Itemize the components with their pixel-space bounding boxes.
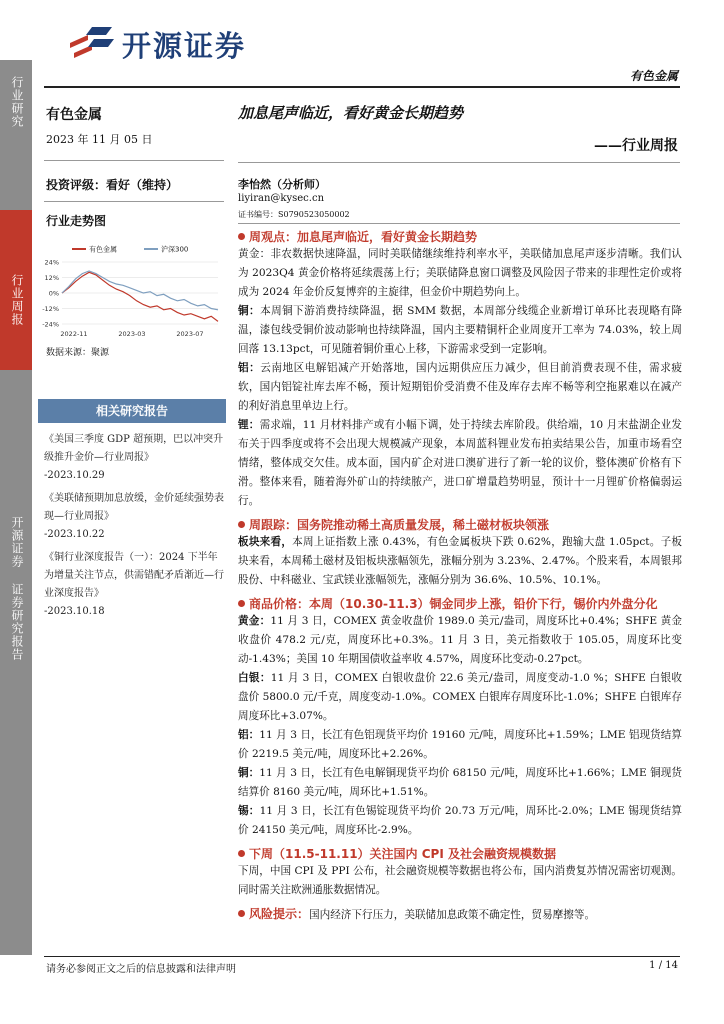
analyst-email[interactable]: liyiran@kysec.cn xyxy=(238,193,325,204)
section-heading: 商品价格：本周（10.30-11.3）铜金同步上涨，铅价下行，锡价内外盘分化 xyxy=(238,595,682,612)
related-report-date: -2023.10.22 xyxy=(44,529,105,540)
report-subtitle: ——行业周报 xyxy=(594,138,678,154)
sidebar-rating: 投资评级：看好（维持） xyxy=(46,178,179,192)
section-tracking xyxy=(238,516,682,590)
bullet-icon xyxy=(238,850,245,857)
left-strip-top xyxy=(0,60,32,210)
paragraph: 板块来看，本周上证指数上涨 0.43%，有色金属板块下跌 0.62%，跑输大盘 1.05pct。子板块来看，本周稀土磁材及铝板块涨幅领先，涨幅分别为 3.23%、2.47%。个股来看，本周银邦股份、中科磁业、宝武镁业涨幅领先，涨幅分别为 36.6%、10.5%、10.1%。 xyxy=(238,536,683,586)
sidebar-rule-1 xyxy=(44,160,224,161)
sidebar-rule-2 xyxy=(44,201,224,202)
series-line-1 xyxy=(62,271,218,310)
footer-disclaimer: 请务必参阅正文之后的信息披露和法律声明 xyxy=(46,964,236,975)
footer-page-number: 1 / 14 xyxy=(649,960,678,971)
left-strip-top-label: 行业研究 xyxy=(10,76,24,128)
section-view xyxy=(238,228,682,511)
paragraph: 铝：云南地区电解铝减产开始落地，国内远期供应压力减少，但目前消费表现不佳，需求疲软，国内铝锭社库去库不畅，预计短期铝价受消费不佳及库存去库不畅等利空拖累难以在减产的利好消息里单边上行。 xyxy=(238,362,683,412)
section-heading: 周跟踪：国务院推动稀土高质量发展，稀土磁材板块领涨 xyxy=(238,516,682,533)
brand-logo-icon xyxy=(66,23,118,61)
related-report-item[interactable] xyxy=(44,490,226,544)
paragraph: 铜：本周铜下游消费持续降温，据 SMM 数据，本周部分线缆企业新增订单环比表现略有降温，漆包线受铜价波动影响也持续降温，国内主要精铜杆企业周度开工率为 74.03%，较上周回落 13.13pct，可见随着铜价重心上移，下游需求受到一定影响。 xyxy=(238,305,683,355)
related-report-title[interactable]: 《美联储预期加息放缓，金价延续强势表现—行业周报》 xyxy=(44,493,224,522)
y-tick-label: -12% xyxy=(42,305,59,313)
paragraph: 黄金：非农数据快速降温，同时美联储继续维持利率水平，美联储加息尾声逐步清晰。我们认为 2023Q4 黄金价格将延续震荡上行；美联储降息窗口调整及风险因子带来的非理性定价或将成为 2024 年金价反复博弈的主旋律，但金价中期趋势向上。 xyxy=(238,248,682,298)
series-line-0 xyxy=(62,272,218,321)
bullet-icon xyxy=(238,521,245,528)
related-reports-title: 相关研究报告 xyxy=(95,404,168,418)
analyst-name: 李怡然（分析师） xyxy=(238,178,326,191)
section-heading: 周观点：加息尾声临近，看好黄金长期趋势 xyxy=(238,228,682,245)
footer-rule xyxy=(44,956,680,957)
section-heading: 下周（11.5-11.11）关注国内 CPI 及社会融资规模数据 xyxy=(238,845,682,862)
x-tick-label: 2022-11 xyxy=(60,330,88,338)
y-tick-label: -24% xyxy=(42,320,59,329)
analyst-rule xyxy=(238,223,680,224)
header-category: 有色金属 xyxy=(629,69,678,83)
related-reports-list xyxy=(44,431,226,621)
legend-label: 有色金属 xyxy=(89,245,117,254)
section-next-week xyxy=(238,845,682,900)
related-report-title[interactable]: 《铜行业深度报告（一）：2024 下半年为增量关注节点，供需错配矛盾渐近—行业深度报告》 xyxy=(44,552,224,599)
header-rule xyxy=(44,86,680,88)
sidebar-date: 2023 年 11 月 05 日 xyxy=(46,133,153,146)
related-report-item[interactable] xyxy=(44,431,226,485)
section-prices xyxy=(238,595,682,840)
trend-chart-title: 行业走势图 xyxy=(46,214,107,228)
section-heading: 风险提示： xyxy=(238,907,309,921)
report-body xyxy=(238,228,682,925)
legend-label: 沪深300 xyxy=(161,245,189,254)
left-strip-bottom xyxy=(0,370,32,955)
title-rule xyxy=(238,162,680,163)
paragraph: 锡：11 月 3 日，长江有色锡锭现货平均价 20.73 万元/吨，周环比-2.0%；LME 锡现货结算价 24150 美元/吨，周度环比-2.9%。 xyxy=(238,805,682,836)
y-tick-label: 0% xyxy=(48,289,59,298)
analyst-cert: 证书编号：S0790523050002 xyxy=(238,210,350,219)
related-reports-header xyxy=(38,399,226,423)
left-strip-middle xyxy=(0,210,32,370)
y-tick-label: 24% xyxy=(44,258,59,267)
related-report-item[interactable] xyxy=(44,549,226,621)
paragraph: 锂：需求端，11 月材料排产或有小幅下调，处于持续去库阶段。供给端，10 月末盐湖企业发布关于四季度或将不会出现大规模减产现象，本周蓝科锂业发布拍卖结果公告，加重市场看空情绪，整体成交欠佳。成本面，国内矿企对进口澳矿进行了新一轮的议价，整体澳矿价格有下滑。整体来看，随着海外矿山的持续脓产，进口矿增量趋势明显，预计十一月锂矿价格偏弱运行。 xyxy=(238,419,682,507)
x-tick-label: 2023-03 xyxy=(118,330,146,338)
related-report-title[interactable]: 《美国三季度 GDP 超预期，巴以冲突升级推升金价—行业周报》 xyxy=(44,434,224,463)
sidebar-industry: 有色金属 xyxy=(46,107,102,123)
bullet-icon xyxy=(238,600,245,607)
trend-chart-svg xyxy=(36,240,226,340)
related-report-date: -2023.10.29 xyxy=(44,470,105,481)
brand-name: 开源证券 xyxy=(122,29,247,63)
x-tick-label: 2023-07 xyxy=(176,330,204,338)
bullet-icon xyxy=(238,233,245,240)
paragraph: 下周，中国 CPI 及 PPI 公布，社会融资规模等数据也将公布，国内消费复苏情况需密切观测。同时需关注欧洲通胀数据情况。 xyxy=(238,865,682,896)
paragraph: 铝：11 月 3 日，长江有色铝现货平均价 19160 元/吨，周度环比+1.59%；LME 铝现货结算价 2219.5 美元/吨，周度环比+2.26%。 xyxy=(238,729,682,760)
brand-logo xyxy=(66,23,118,61)
section-risk xyxy=(238,905,682,925)
y-tick-label: 12% xyxy=(44,274,59,282)
paragraph: 铜：11 月 3 日，长江有色电解铜现货平均价 68150 元/吨，周度环比+1.66%；LME 铜现货结算价 8160 美元/吨，周环比+1.51%。 xyxy=(238,767,682,798)
bullet-icon xyxy=(238,910,245,917)
left-strip-middle-label: 行业周报 xyxy=(10,274,24,326)
chart-source: 数据来源：聚源 xyxy=(46,348,110,358)
related-report-date: -2023.10.18 xyxy=(44,606,105,617)
report-title: 加息尾声临近，看好黄金长期趋势 xyxy=(238,104,464,122)
trend-chart xyxy=(36,240,226,340)
paragraph: 黄金：11 月 3 日，COMEX 黄金收盘价 1989.0 美元/盎司，周度环比+0.4%；SHFE 黄金收盘价 478.2 元/克，周度环比+0.3%。11 月 3 日，美元指数收于 105.05，周度环比变动-1.43%；美国 10 年期国债收益率收 4.57%，周度环比变动-0.27pct。 xyxy=(238,615,683,665)
left-strip-bottom-label: 开源证券 证券研究报告 xyxy=(10,516,24,661)
paragraph: 白银：11 月 3 日，COMEX 白银收盘价 22.6 美元/盎司，周度变动-1.0 %；SHFE 白银收盘价 5800.0 元/千克，周度变动-1.0%。COMEX 白银库存周度环比-1.0%；SHFE 白银库存周度环比+3.07%。 xyxy=(238,672,682,722)
risk-paragraph: 风险提示：国内经济下行压力，美联储加息政策不确定性，贸易摩擦等。 xyxy=(238,905,682,925)
